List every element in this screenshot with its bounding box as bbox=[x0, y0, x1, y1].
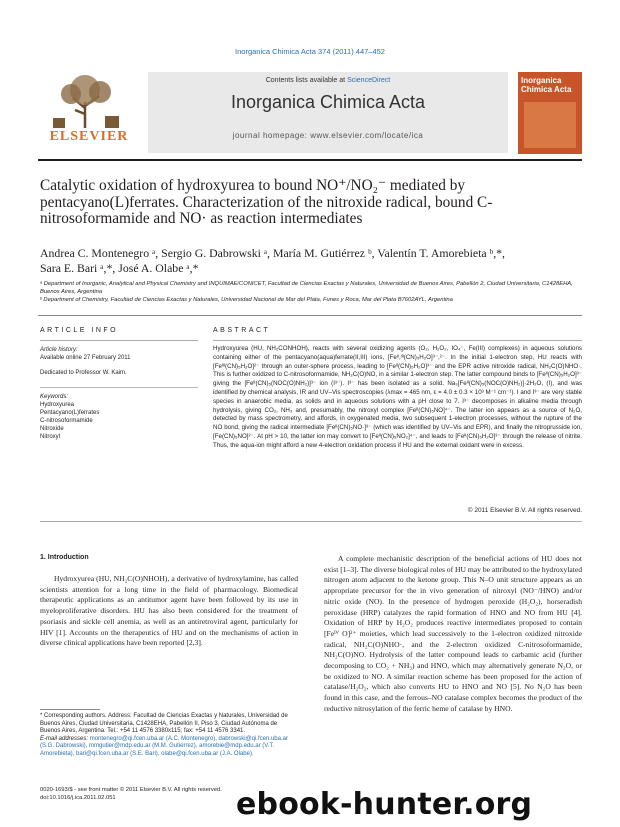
keyword: Nitroxide bbox=[40, 426, 64, 432]
keyword: Pentacyano(L)ferrates bbox=[40, 410, 100, 416]
email-addresses[interactable]: montenegro@qi.fcen.uba.ar (A.C. Montenegro), dabrowski@qi.fcen.uba.ar (S.G. Dabrowski), mmgutier@mdp.edu.ar (M.M. Gutiérrez), amorebie@mdp.edu.ar (V.T. Amorebieta), bari@qi.fcen.uba.ar (S.E. Bari), olabe@qi.fcen.uba.ar (J.A. Olabe). bbox=[40, 735, 288, 757]
keywords-label: Keywords: bbox=[40, 394, 69, 400]
dedication: Dedicated to Professor W. Kaim. bbox=[40, 370, 127, 376]
keyword: C-nitrosoformamide bbox=[40, 418, 93, 424]
publisher-logo-text: ELSEVIER bbox=[49, 129, 129, 144]
abstract-end-divider bbox=[40, 521, 582, 522]
author-list bbox=[40, 246, 585, 276]
info-divider bbox=[40, 340, 198, 341]
cover-graphic bbox=[524, 102, 576, 148]
abstract-copyright: © 2011 Elsevier B.V. All rights reserved. bbox=[467, 507, 582, 514]
footnote bbox=[40, 713, 298, 759]
affiliations bbox=[40, 280, 585, 304]
history-value: Available online 27 February 2011 bbox=[40, 355, 131, 361]
sciencedirect-link[interactable]: ScienceDirect bbox=[347, 77, 391, 84]
issn-line: 0020-1693/$ - see front matter © 2011 Elsevier B.V. All rights reserved. bbox=[40, 787, 222, 793]
contents-prefix: Contents lists available at bbox=[265, 77, 348, 84]
article-info bbox=[40, 346, 198, 441]
contents-line bbox=[148, 77, 508, 84]
title-divider bbox=[38, 315, 582, 316]
email-line bbox=[40, 736, 298, 759]
keyword: Hydroxyurea bbox=[40, 402, 75, 408]
header-divider bbox=[38, 159, 582, 161]
article-info-heading: ARTICLE INFO bbox=[40, 327, 119, 334]
elsevier-tree-logo bbox=[45, 72, 129, 130]
journal-name: Inorganica Chimica Acta bbox=[230, 92, 426, 112]
affiliation-a: ᵃ Department of Inorganic, Analytical and Physical Chemistry and INQUIMAE/CONICET, Facultad de Ciencias Exactas y Naturales, Universidad de Buenos Aires, Pabellón 2, Ciudad Universitaria, C1428EHA, Buenos Aires, Argentina bbox=[40, 281, 573, 295]
abstract-text: Hydroxyurea (HU, NH₂CONHOH), reacts with several oxidizing agents (O₂, H₂O₂, IO₄⁻, Fe(III) complexes) in aqueous solutions containing either of the pentacyano(aqua)ferrate(II,III) ions, [Feᴵᴵ,ᴵᴵᴵ(CN)₅H₂O]³⁻,²⁻. In the initial 1-electron step, HU reacts with [Feᴵᴵᴵ(CN)₅H₂O]²⁻ through an outer-sphere process, leading to [Feᴵᴵ(CN)₅H₂O]³⁻ and the EPR active nitroxide radical, NH₂C(O)NHO·. This is further oxidized to C-nitrosoformamide, NH₂C(O)NO, in a similar 1-electron step. The latter compound binds to [Feᴵᴵ(CN)₅H₂O]³⁻ giving the [Feᴵᴵ(CN)₅(NOC(O)NH₂)]³⁻ ion (I³⁻). I³⁻ has been isolated as a solid, Na₃[Feᴵᴵ(CN)₅(NOC(O)NH₂)]·2H₂O, (I), and was identified by chemical analysis, IR and UV–Vis spectroscopies (λmax = 465 nm, ε = 4.0 ± 0.3 × 10³ M⁻¹ cm⁻¹). I and I³⁻ are very stable species in anaerobic media, as solids and in aqueous solutions with a pH close to 7. I³⁻ decomposes in alkaline media through hydrolysis, giving CO₂, NH₃ and, presumably, the nitroxyl complex [Feᴵᴵ(CN)₅NO]⁴⁻. The latter ion appears as a source of N₂O, detected by mass spectrometry, and affords, in oxygenated media, two subsequent 1-electron processes, without the rupture of the NO bond, giving the radical intermediate [Feᴵᴵ(CN)₅NO·]³⁻ (which was identified by UV–Vis and EPR), and finally the nitroprusside ion, [Fe(CN)₅NO]²⁻. At pH > 10, the latter ion may convert to [Feᴵᴵ(CN)₅NO₂]⁴⁻, and leads to [Feᴵᴵ(CN)₅H₂O]³⁻ through the release of nitrite. Thus, the aqua-ion might afford a new 4-electron oxidation process if HU and the external oxidant were in excess. bbox=[213, 345, 582, 449]
intro-paragraph-left: Hydroxyurea (HU, NH₂C(O)NHOH), a derivative of hydroxylamine, has called scientists attention for a long time in the field of pharmacology. Biomedical therapeutic applications as an antitumor agent have been followed by its use in myeloproliferative disorders. HU has also been considered for the treatment of psoriasis and sickle cell anemia, as well as an antiretroviral agent, particularly for HIV [1]. Accounts on the therapeutics of HU and on the mechanisms of action in diverse clinical applications have been reported [2,3]. bbox=[40, 574, 298, 648]
authors-line-2: Sara E. Bari ᵃ,*, José A. Olabe ᵃ,* bbox=[40, 261, 199, 275]
cover-title: Inorganica Chimica Acta bbox=[521, 76, 572, 94]
email-label: E-mail addresses: bbox=[40, 735, 89, 742]
keyword: Nitroxyl bbox=[40, 434, 61, 440]
watermark-text: ebook-hunter.org bbox=[236, 787, 533, 822]
doi-line[interactable]: doi:10.1016/j.ica.2011.02.051 bbox=[40, 794, 116, 801]
history-label: Article history: bbox=[40, 347, 78, 353]
authors-line-1: Andrea C. Montenegro ᵃ, Sergio G. Dabrowski ᵃ, María M. Gutiérrez ᵇ, Valentín T. Amorebieta ᵇ,*, bbox=[40, 246, 505, 260]
journal-citation[interactable]: Inorganica Chimica Acta 374 (2011) 447–452 bbox=[235, 47, 385, 56]
intro-paragraph-right: A complete mechanistic description of the beneficial actions of HU does not exist [1–3]. The diverse biological roles of HU may be attributed to the hydroxylated nitrogen atom adjacent to the ketone group. This N–O unit structure appears as an appropriate precursor for the in vivo generation of nitroxyl (NO⁻/HNO) and/or nitric oxide (NO). In the presence of hydrogen peroxide (H₂O₂), horseradish peroxidase (HRP) catalyzes the rapid formation of HNO and NO from HU [4]. Oxidation of HRP by H₂O₂ produces reactive intermediates proposed to contain [Feᴵⱽ O]²⁺ moieties, which lead successively to the 1-electron oxidized nitroxide radical, NH₂C(O)NHO·, and the 2-electron oxidized C-nitrosoformamide, NH₂C(O)NO. Hydrolysis of the latter compound leads to carbamic acid (further decomposing to CO₂ + NH₃) and HNO, which may alternatively generate N₂O, or be oxidized to NO. A similar reaction scheme has been proposed for the action of catalase/H₂O₂, which also converts HU to HNO and NO [5]. No N₂O has been found in this case, and the ferrous–NO catalase complex becomes the product of the reductive nitrosylation of the ferric heme of catalase by HNO. bbox=[324, 554, 582, 713]
article-title: Catalytic oxidation of hydroxyurea to bound NO⁺/NO₂⁻ mediated by pentacyano(L)ferrates. Characterization of the nitroxide radical, bound C-nitrosoformamide and NO· as reaction intermediates bbox=[40, 177, 493, 227]
corresponding-note: * Corresponding authors. Address: Facultad de Ciencias Exactas y Naturales, Universidad de Buenos Aires, Ciudad Universitaria, C1428EHA, Pabellón II, Piso 3, Ciudad Autónoma de Buenos Aires, Argentina. Tel.: +54 11 4576 3380x115; fax: +54 11 4576 3341. bbox=[40, 713, 288, 735]
abstract-divider bbox=[213, 340, 582, 341]
affiliation-b: ᵇ Department of Chemistry, Facultad de Ciencias Exactas y Naturales, Universidad Nacional de Mar del Plata, Funes y Roca, Mar del Plata B7602AYL, Argentina bbox=[40, 297, 453, 303]
journal-homepage[interactable]: journal homepage: www.elsevier.com/locate/ica bbox=[232, 131, 424, 140]
section-heading-introduction: 1. Introduction bbox=[40, 554, 89, 561]
abstract-heading: ABSTRACT bbox=[213, 327, 271, 334]
footnote-rule bbox=[40, 709, 100, 710]
